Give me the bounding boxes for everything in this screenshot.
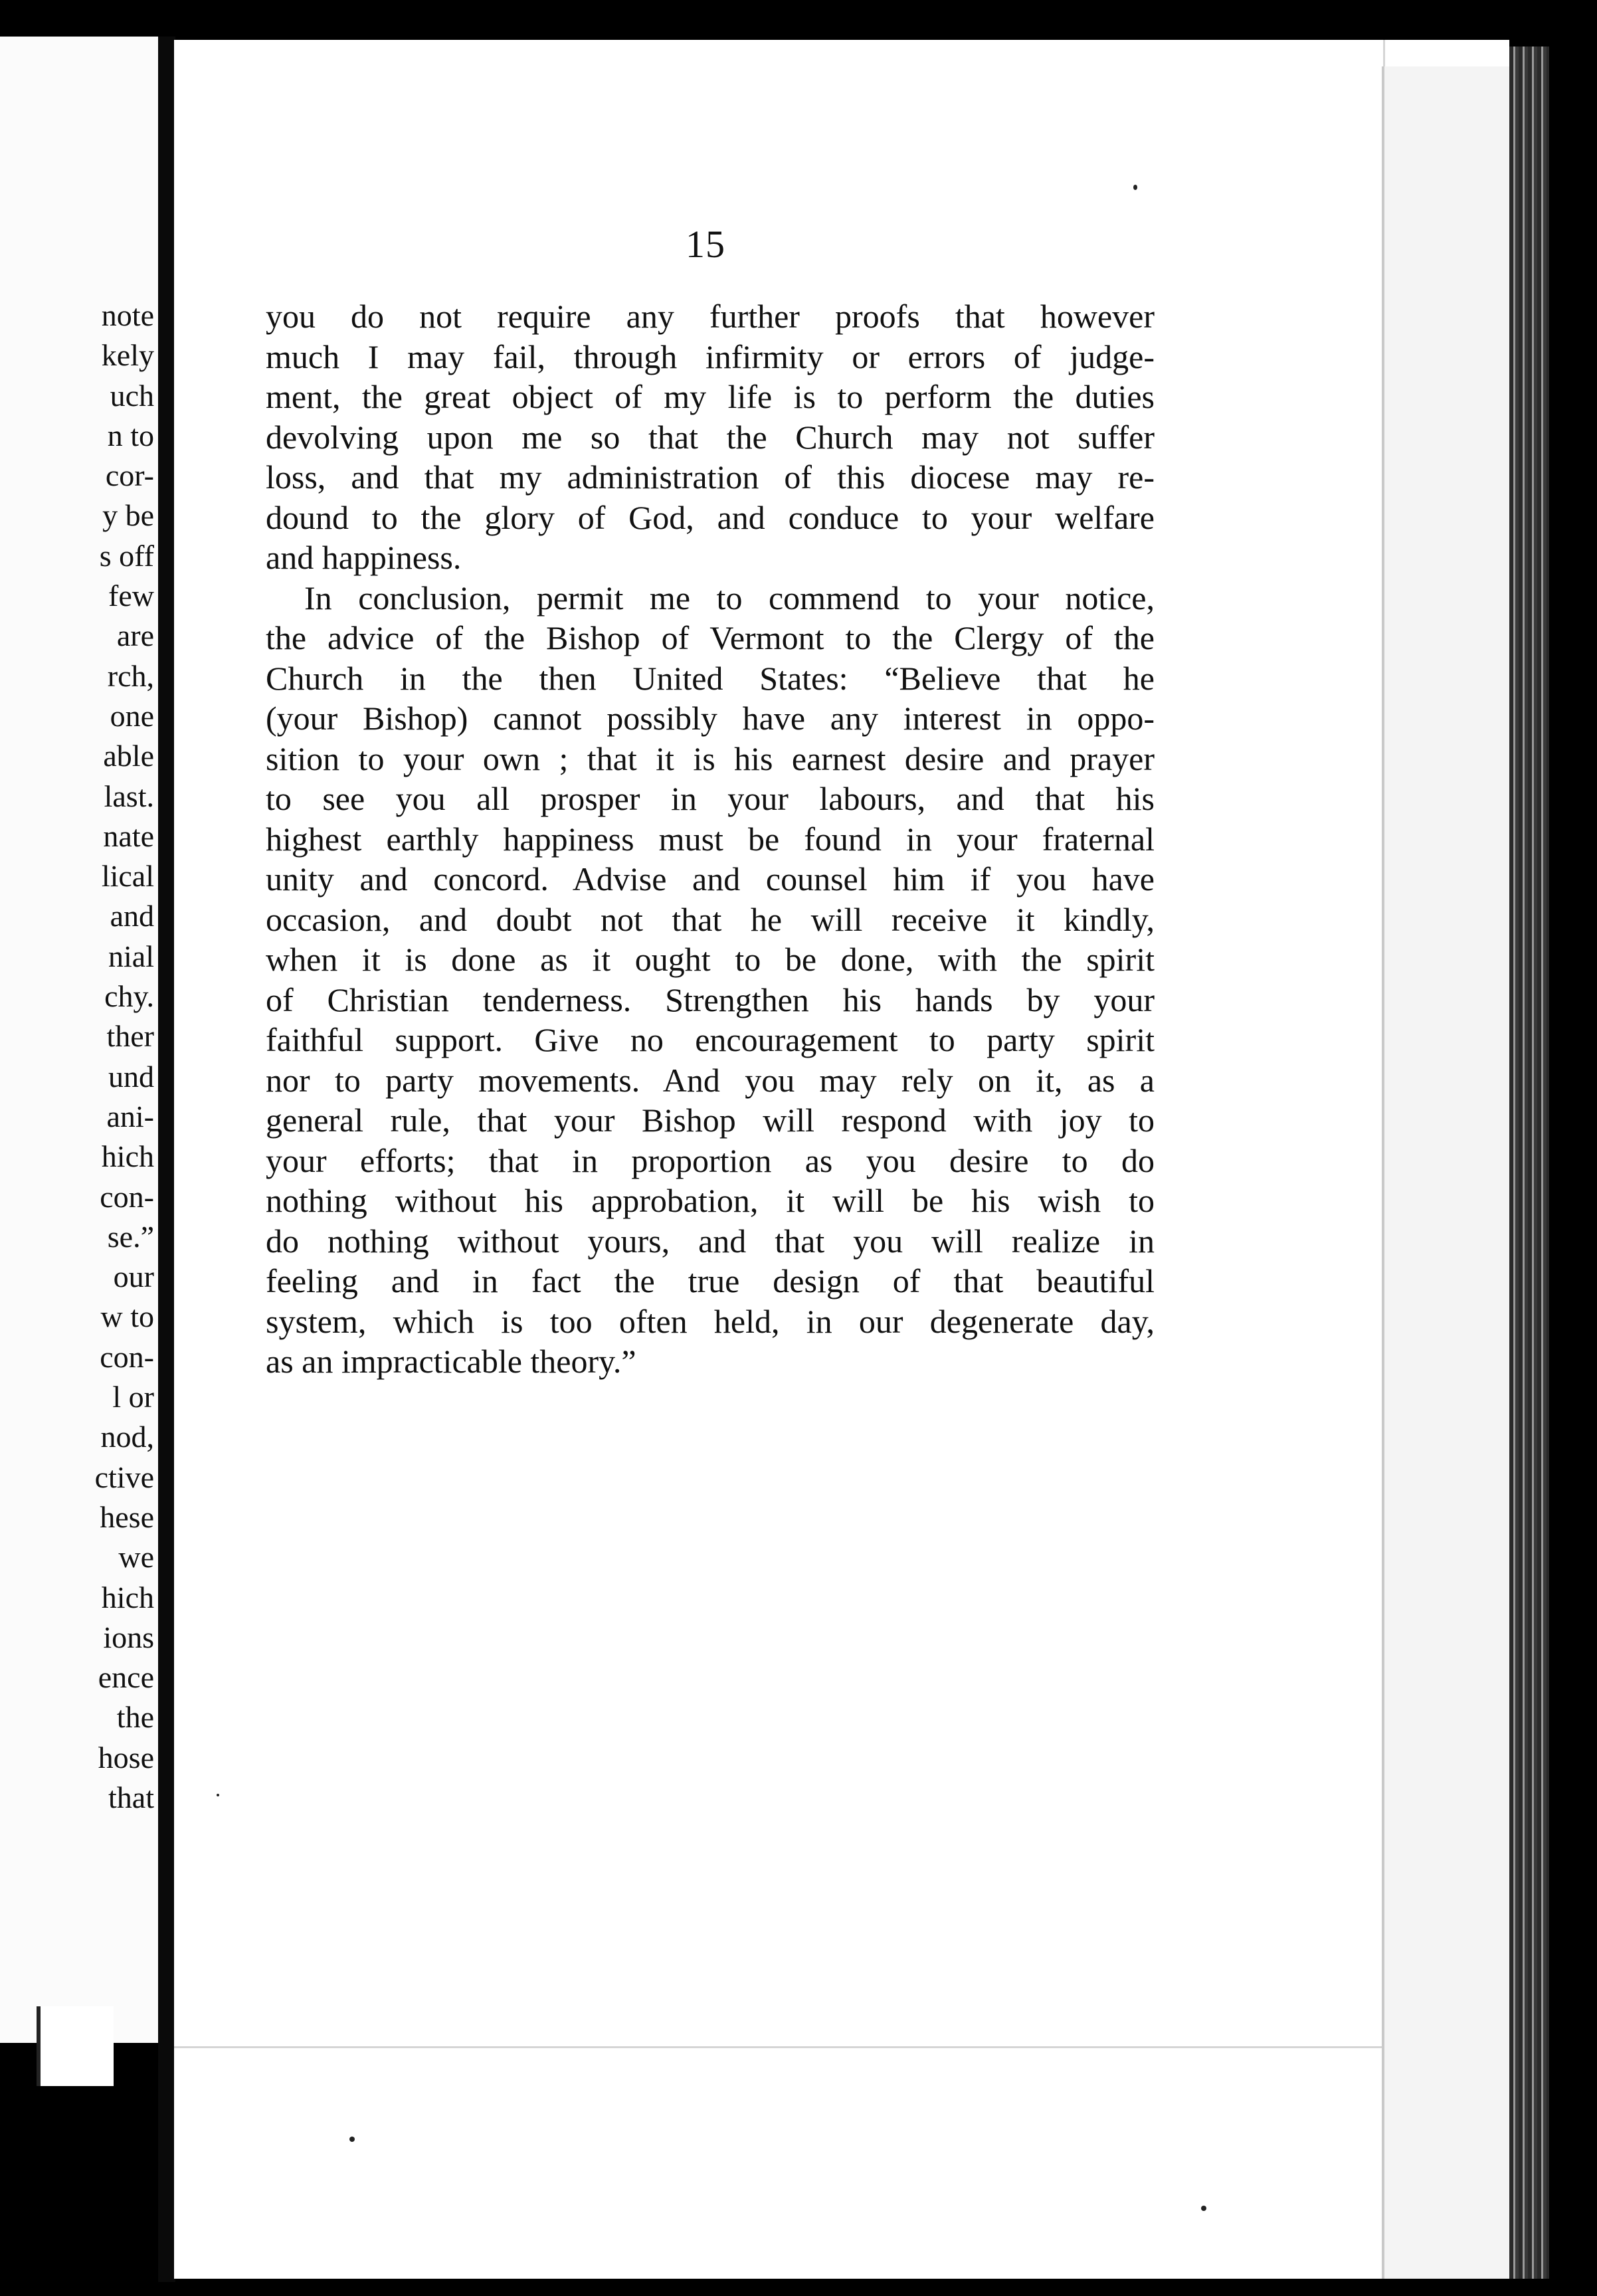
previous-page-line: chy. [104,979,154,1014]
previous-page-line: se.” [107,1219,154,1254]
text-line: when it is done as it ought to be done, with the spirit [266,941,1155,978]
text-line: much I may fail, through infirmity or errors of judge- [266,337,1155,375]
previous-page-line: we [118,1540,154,1575]
previous-page-line: lical [101,859,154,894]
previous-page-line: nate [103,818,154,853]
previous-page-line: hese [100,1499,154,1534]
previous-page-line: rch, [107,658,154,693]
text-line: devolving upon me so that the Church may not suffer [266,418,1155,456]
text-line: Church in the then United States: “Believe that he [266,659,1155,697]
text-line: In conclusion, permit me to commend to your notice, [304,579,1155,617]
text-line: nothing without his approbation, it will be his wish to [266,1182,1155,1219]
previous-page-line: last. [104,779,154,813]
previous-page-line: ani- [106,1099,154,1133]
text-line: sition to your own ; that it is his earnest desire and prayer [266,739,1155,777]
page-fold [1382,66,1511,2279]
text-line: nor to party movements. And you may rely on it, as a [266,1061,1155,1099]
previous-page-line: ther [106,1019,154,1054]
previous-page-line: con- [100,1179,154,1214]
previous-page-line: ence [98,1660,154,1695]
body-text [266,296,1155,1382]
previous-page-line: one [110,698,154,733]
previous-page-text [95,296,154,1818]
previous-page-line: w to [100,1299,154,1334]
text-line: occasion, and doubt not that he will receive it kindly, [266,900,1155,938]
ink-speck [217,1794,219,1796]
previous-page-line: ctive [94,1460,154,1494]
previous-page-line: are [116,619,154,653]
text-line: and happiness. [266,539,462,576]
text-line: your efforts; that in proportion as you desire to do [266,1141,1155,1179]
previous-page-line: few [108,579,154,613]
ink-speck [1133,185,1137,190]
previous-page-line: con- [100,1339,154,1374]
previous-page-line: hich [101,1139,154,1174]
text-line: as an impracticable theory.” [266,1343,636,1380]
text-line: dound to the glory of God, and conduce to your welfare [266,498,1155,536]
text-line: to see you all prosper in your labours, and that his [266,780,1155,817]
previous-page-line: n to [107,418,154,452]
previous-page-line: hose [98,1740,154,1774]
page-number: 15 [686,223,725,266]
previous-page-line: cor- [105,458,154,493]
previous-page-line: uch [110,378,154,413]
text-line: (your Bishop) cannot possibly have any interest in oppo- [266,700,1155,737]
text-line: system, which is too often held, in our degenerate day, [266,1302,1155,1340]
text-line: feeling and in fact the true design of that beautiful [266,1262,1155,1299]
previous-page-line: the [116,1700,154,1735]
previous-page-line: hich [101,1580,154,1614]
ink-speck [1201,2206,1206,2211]
previous-page [0,37,158,2043]
previous-page-line: and [110,899,154,933]
previous-page-line: our [113,1260,154,1294]
text-line: highest earthly happiness must be found in your fraternal [266,820,1155,858]
previous-page-line: l or [112,1380,154,1414]
previous-page-line: nial [108,939,154,973]
previous-page-line: that [108,1780,154,1814]
text-line: ment, the great object of my life is to perform the duties [266,378,1155,415]
previous-page-line: ions [103,1620,154,1654]
previous-page-line: y be [102,498,154,533]
ink-speck [349,2137,355,2142]
previous-page-line: und [108,1059,154,1094]
text-line: faithful support. Give no encouragement to party spirit [266,1021,1155,1058]
text-line: you do not require any further proofs that however [266,298,1155,335]
text-line: unity and concord. Advise and counsel him if you have [266,860,1155,898]
book-edge [1509,47,1549,2279]
previous-page-line: able [103,739,154,773]
previous-page-line: kely [101,338,154,373]
previous-page-line: note [101,298,154,332]
previous-page-line: nod, [100,1420,154,1454]
book-gutter [158,37,175,2282]
previous-page-line: s off [99,538,154,573]
text-line: loss, and that my administration of this diocese may re- [266,458,1155,496]
text-line: the advice of the Bishop of Vermont to the Clergy of the [266,619,1155,656]
page-edge [37,2006,114,2086]
text-line: general rule, that your Bishop will respond with joy to [266,1101,1155,1139]
text-line: do nothing without yours, and that you will realize in [266,1222,1155,1260]
text-line: of Christian tenderness. Strengthen his hands by your [266,981,1155,1018]
